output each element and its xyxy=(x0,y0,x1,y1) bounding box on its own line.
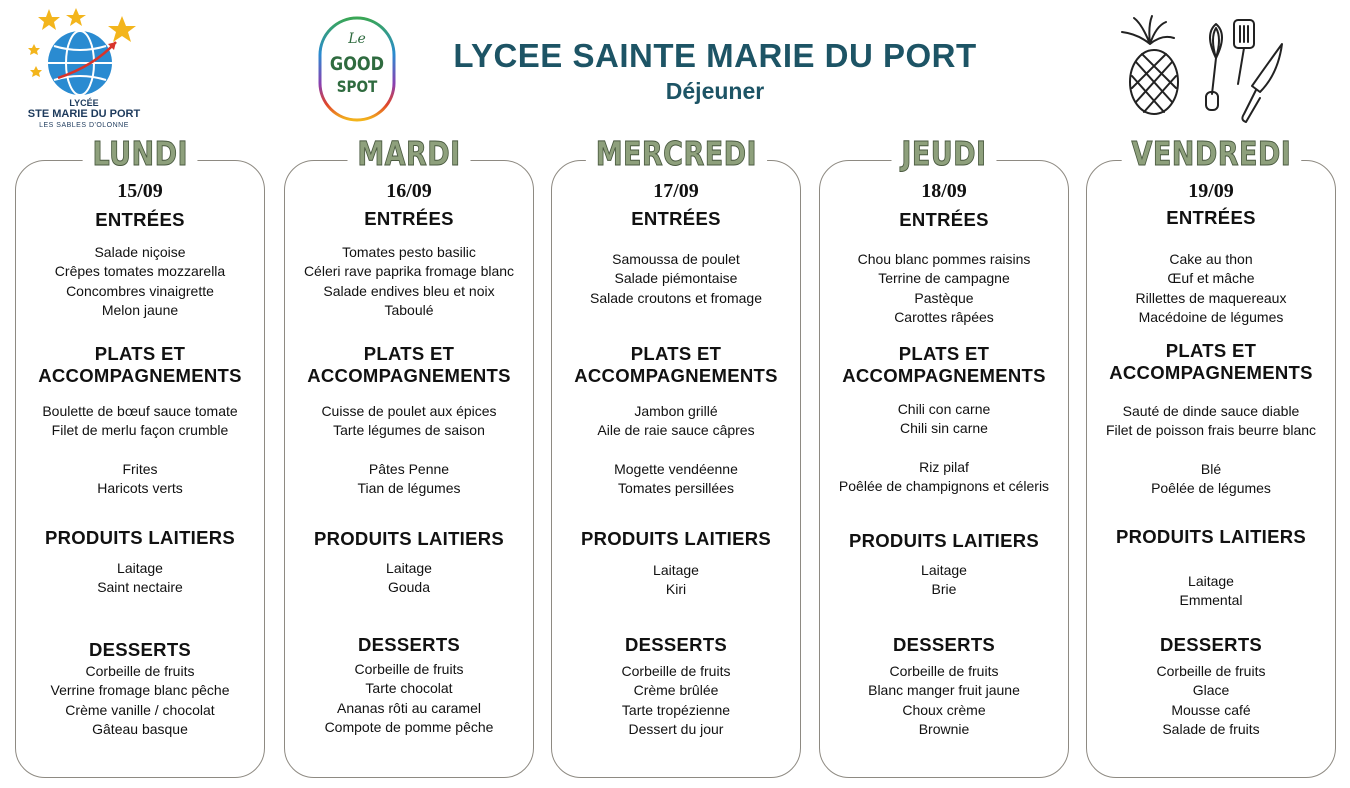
list-item: Corbeille de fruits xyxy=(621,663,731,679)
list-item: Mousse café xyxy=(1171,701,1251,718)
list-item xyxy=(804,439,1084,458)
page-subtitle: Déjeuner xyxy=(665,78,765,104)
list-item: Filet de merlu façon crumble xyxy=(51,422,229,439)
whisk-icon xyxy=(1206,24,1222,110)
list-item: Chili sin carne xyxy=(900,420,988,437)
list-item xyxy=(1071,441,1350,460)
desserts-heading: DESSERTS xyxy=(88,639,192,660)
day-card-mardi xyxy=(284,134,534,778)
laitiers-heading: PRODUITS LAITIERS xyxy=(1115,526,1307,547)
list-item: Concombres vinaigrette xyxy=(66,282,214,299)
list-item: Haricots verts xyxy=(97,480,183,497)
spatula-icon xyxy=(1234,20,1254,84)
laitiers-list xyxy=(0,559,280,598)
plats-heading: PLATS ET ACCOMPAGNEMENTS xyxy=(842,343,1046,386)
page-title: LYCEE SAINTE MARIE DU PORT xyxy=(453,37,977,74)
plats-heading: PLATS ET ACCOMPAGNEMENTS xyxy=(38,343,242,386)
list-item: Riz pilaf xyxy=(919,458,969,475)
day-card-jeudi xyxy=(819,134,1069,778)
entrees-list xyxy=(804,250,1084,327)
entrees-heading: ENTRÉES xyxy=(631,208,721,229)
list-item: Samoussa de poulet xyxy=(612,251,740,267)
food-illustration xyxy=(1112,14,1292,126)
list-item: Laitage xyxy=(117,560,163,576)
list-item: Corbeille de fruits xyxy=(1156,663,1266,679)
list-item: Crème brûlée xyxy=(633,682,719,699)
list-item: Blé xyxy=(1200,460,1222,477)
good-spot-logo xyxy=(317,15,397,123)
desserts-list xyxy=(0,662,280,739)
desserts-list xyxy=(1071,662,1350,739)
pineapple-icon xyxy=(1122,16,1178,114)
list-item: Taboulé xyxy=(384,301,434,318)
list-item: Gâteau basque xyxy=(92,720,188,737)
list-item: Sauté de dinde sauce diable xyxy=(1122,403,1300,419)
list-item: Mogette vendéenne xyxy=(614,460,738,477)
list-item: Aile de raie sauce câpres xyxy=(597,422,755,439)
knife-icon xyxy=(1242,44,1282,122)
list-item: Verrine fromage blanc pêche xyxy=(50,682,230,699)
plats-list xyxy=(1071,402,1350,498)
day-date: 18/09 xyxy=(921,180,967,202)
list-item: Terrine de campagne xyxy=(878,270,1010,287)
list-item: Brie xyxy=(931,581,957,598)
good-spot-le: Le xyxy=(348,31,366,47)
good-spot-good: GOOD xyxy=(329,53,385,75)
list-item: Poêlée de légumes xyxy=(1151,480,1271,497)
list-item xyxy=(536,441,816,460)
laitiers-list xyxy=(536,561,816,600)
list-item: Salade piémontaise xyxy=(614,270,738,287)
desserts-list xyxy=(804,662,1084,739)
day-card-vendredi xyxy=(1086,134,1336,778)
list-item: Corbeille de fruits xyxy=(85,663,195,679)
list-item: Glace xyxy=(1192,682,1230,699)
list-item: Gouda xyxy=(387,579,431,596)
day-name: JEUDI xyxy=(892,135,997,173)
plats-list xyxy=(269,402,549,498)
list-item: Ananas rôti au caramel xyxy=(337,699,481,716)
list-item: Tarte chocolat xyxy=(365,680,453,697)
list-item: Tomates pesto basilic xyxy=(342,244,476,260)
entrees-list xyxy=(1071,250,1350,327)
entrees-heading: ENTRÉES xyxy=(95,209,185,230)
list-item: Tian de légumes xyxy=(357,480,461,497)
list-item: Salade niçoise xyxy=(94,244,186,260)
menu-header xyxy=(410,36,1020,105)
day-date: 16/09 xyxy=(386,180,432,202)
day-date: 19/09 xyxy=(1188,180,1234,202)
day-name: MERCREDI xyxy=(586,135,767,173)
list-item: Chili con carne xyxy=(897,401,991,417)
laitiers-heading: PRODUITS LAITIERS xyxy=(313,528,505,549)
laitiers-list xyxy=(804,561,1084,600)
list-item: Dessert du jour xyxy=(628,720,724,737)
list-item: Macédoine de légumes xyxy=(1138,308,1284,325)
list-item: Jambon grillé xyxy=(634,403,718,419)
list-item: Cuisse de poulet aux épices xyxy=(321,403,497,419)
day-name: LUNDI xyxy=(82,135,197,173)
plats-list xyxy=(536,402,816,498)
school-logo xyxy=(24,6,144,134)
list-item: Pâtes Penne xyxy=(368,460,450,477)
laitiers-heading: PRODUITS LAITIERS xyxy=(848,530,1040,551)
plats-list xyxy=(0,402,280,498)
day-name: VENDREDI xyxy=(1121,135,1300,173)
day-card-mercredi xyxy=(551,134,801,778)
laitiers-list xyxy=(269,559,549,598)
entrees-list xyxy=(536,250,816,308)
entrees-heading: ENTRÉES xyxy=(364,208,454,229)
plats-heading: PLATS ET ACCOMPAGNEMENTS xyxy=(307,343,511,386)
list-item: Œuf et mâche xyxy=(1167,270,1255,287)
list-item xyxy=(269,441,549,460)
list-item: Corbeille de fruits xyxy=(354,661,464,677)
laitiers-list xyxy=(1071,572,1350,611)
day-name: MARDI xyxy=(348,135,471,173)
list-item: Corbeille de fruits xyxy=(889,663,999,679)
list-item: Crème vanille / chocolat xyxy=(65,701,215,718)
list-item: Salade croutons et fromage xyxy=(590,289,762,306)
list-item: Rillettes de maquereaux xyxy=(1135,289,1287,306)
list-item: Choux crème xyxy=(902,701,986,718)
desserts-heading: DESSERTS xyxy=(624,634,728,655)
day-card-lundi xyxy=(15,134,265,778)
plats-heading: PLATS ET ACCOMPAGNEMENTS xyxy=(574,343,778,386)
desserts-list xyxy=(536,662,816,739)
desserts-heading: DESSERTS xyxy=(357,634,461,655)
school-logo-line1: LYCÉE xyxy=(69,98,99,108)
day-date: 17/09 xyxy=(653,180,699,202)
desserts-list xyxy=(269,660,549,737)
entrees-heading: ENTRÉES xyxy=(899,209,989,230)
list-item: Poêlée de champignons et céleris xyxy=(838,478,1050,495)
list-item: Brownie xyxy=(918,720,970,737)
list-item: Emmental xyxy=(1179,592,1243,609)
list-item xyxy=(0,441,280,460)
list-item: Saint nectaire xyxy=(97,579,183,596)
good-spot-spot: SPOT xyxy=(336,77,378,96)
list-item: Pastèque xyxy=(914,289,974,306)
school-logo-line2: STE MARIE DU PORT xyxy=(27,108,141,120)
list-item: Boulette de bœuf sauce tomate xyxy=(42,403,238,419)
list-item: Laitage xyxy=(1188,573,1234,589)
list-item: Salade endives bleu et noix xyxy=(323,282,495,299)
entrees-heading: ENTRÉES xyxy=(1166,207,1256,228)
list-item: Crêpes tomates mozzarella xyxy=(54,263,226,280)
day-date: 15/09 xyxy=(117,180,163,202)
list-item: Laitage xyxy=(653,562,699,578)
list-item: Melon jaune xyxy=(101,301,179,318)
list-item: Tarte tropézienne xyxy=(621,701,731,718)
laitiers-heading: PRODUITS LAITIERS xyxy=(580,528,772,549)
desserts-heading: DESSERTS xyxy=(892,634,996,655)
list-item: Blanc manger fruit jaune xyxy=(868,682,1020,699)
list-item: Frites xyxy=(122,460,158,477)
list-item: Carottes râpées xyxy=(894,308,994,325)
list-item: Laitage xyxy=(921,562,967,578)
list-item: Filet de poisson frais beurre blanc xyxy=(1105,422,1317,439)
laitiers-heading: PRODUITS LAITIERS xyxy=(44,527,236,548)
school-logo-line3: LES SABLES D'OLONNE xyxy=(39,122,129,129)
list-item: Tomates persillées xyxy=(618,480,734,497)
list-item: Céleri rave paprika fromage blanc xyxy=(303,263,515,280)
list-item: Salade de fruits xyxy=(1162,720,1260,737)
list-item: Chou blanc pommes raisins xyxy=(857,251,1031,267)
entrees-list xyxy=(269,243,549,320)
list-item: Kiri xyxy=(665,581,687,598)
entrees-list xyxy=(0,243,280,320)
list-item: Compote de pomme pêche xyxy=(324,718,494,735)
list-item: Tarte légumes de saison xyxy=(333,422,485,439)
plats-heading: PLATS ET ACCOMPAGNEMENTS xyxy=(1109,340,1313,383)
list-item: Cake au thon xyxy=(1169,251,1253,267)
plats-list xyxy=(804,400,1084,496)
list-item: Laitage xyxy=(386,560,432,576)
desserts-heading: DESSERTS xyxy=(1159,634,1263,655)
